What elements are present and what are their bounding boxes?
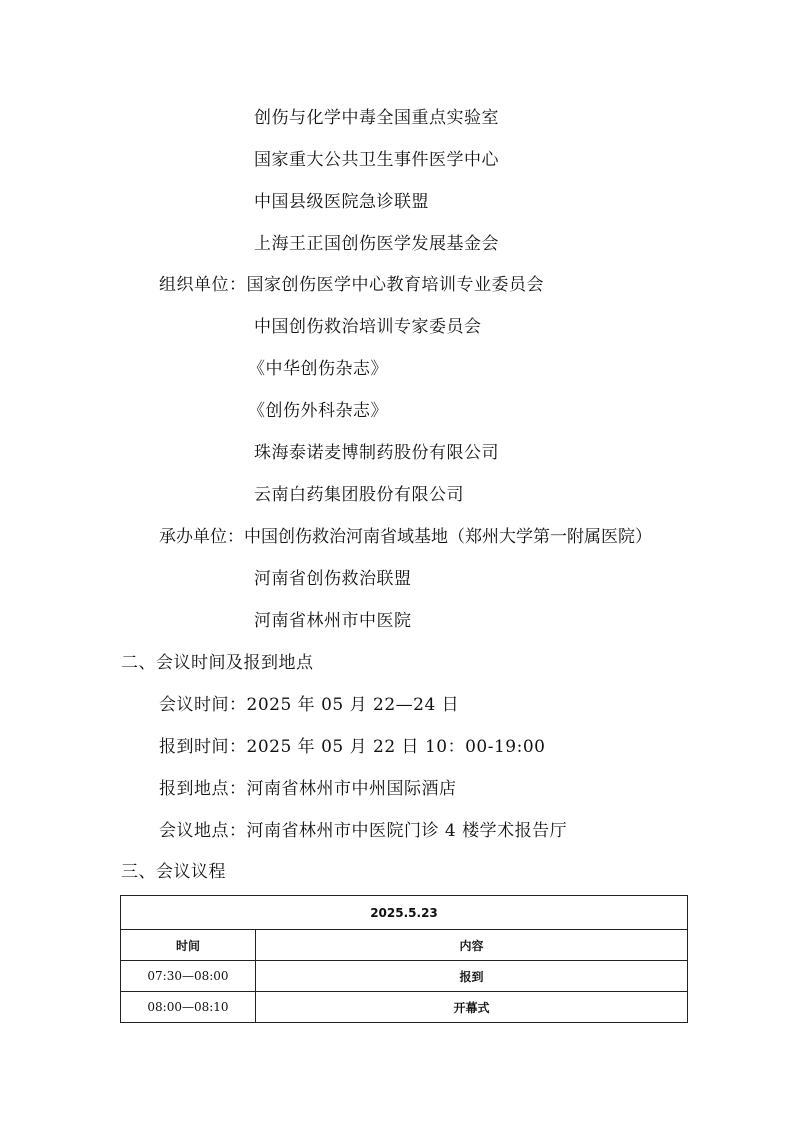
agenda-content: 开幕式: [256, 992, 688, 1023]
sponsor-line: 上海王正国创伤医学发展基金会: [254, 234, 499, 254]
sponsor-line: 国家重大公共卫生事件医学中心: [254, 150, 499, 170]
schedule-item: 报到时间：2025 年 05 月 22 日 10：00-19:00: [159, 737, 546, 757]
organizers-row: [159, 274, 544, 296]
table-row: [121, 961, 688, 992]
section-heading: 二、会议时间及报到地点: [121, 653, 314, 673]
column-header-time: 时间: [121, 930, 256, 961]
agenda-time: 08:00—08:10: [121, 992, 256, 1023]
organizers-label: 组织单位：: [159, 275, 247, 295]
schedule-item: 报到地点：河南省林州市中州国际酒店: [159, 779, 457, 799]
schedule-item: 会议地点：河南省林州市中医院门诊 4 楼学术报告厅: [159, 821, 568, 841]
column-header-content: 内容: [256, 930, 688, 961]
schedule-item: 会议时间：2025 年 05 月 22—24 日: [159, 695, 460, 715]
table-row: [121, 992, 688, 1023]
sponsor-line: 创伤与化学中毒全国重点实验室: [254, 108, 499, 128]
hosts-row: [159, 526, 652, 548]
table-header-row: [121, 930, 688, 961]
organizer-item: 《中华创伤杂志》: [248, 359, 388, 379]
agenda-content: 报到: [256, 961, 688, 992]
host-item: 河南省林州市中医院: [254, 611, 412, 631]
host-item: 河南省创伤救治联盟: [254, 569, 412, 589]
agenda-date: 2025.5.23: [121, 896, 688, 930]
organizer-item: 珠海泰诺麦博制药股份有限公司: [254, 443, 499, 463]
organizer-item: 云南白药集团股份有限公司: [254, 485, 464, 505]
organizer-item: 《创伤外科杂志》: [248, 401, 388, 421]
organizer-item: 国家创伤医学中心教育培训专业委员会: [246, 275, 544, 295]
sponsor-line: 中国县级医院急诊联盟: [254, 192, 429, 212]
hosts-label: 承办单位：: [159, 527, 244, 547]
section-heading: 三、会议议程: [121, 862, 226, 882]
host-item: 中国创伤救治河南省域基地（郑州大学第一附属医院）: [244, 527, 652, 547]
agenda-time: 07:30—08:00: [121, 961, 256, 992]
table-row: [121, 896, 688, 930]
organizer-item: 中国创伤救治培训专家委员会: [254, 317, 482, 337]
agenda-table: [120, 895, 688, 1023]
